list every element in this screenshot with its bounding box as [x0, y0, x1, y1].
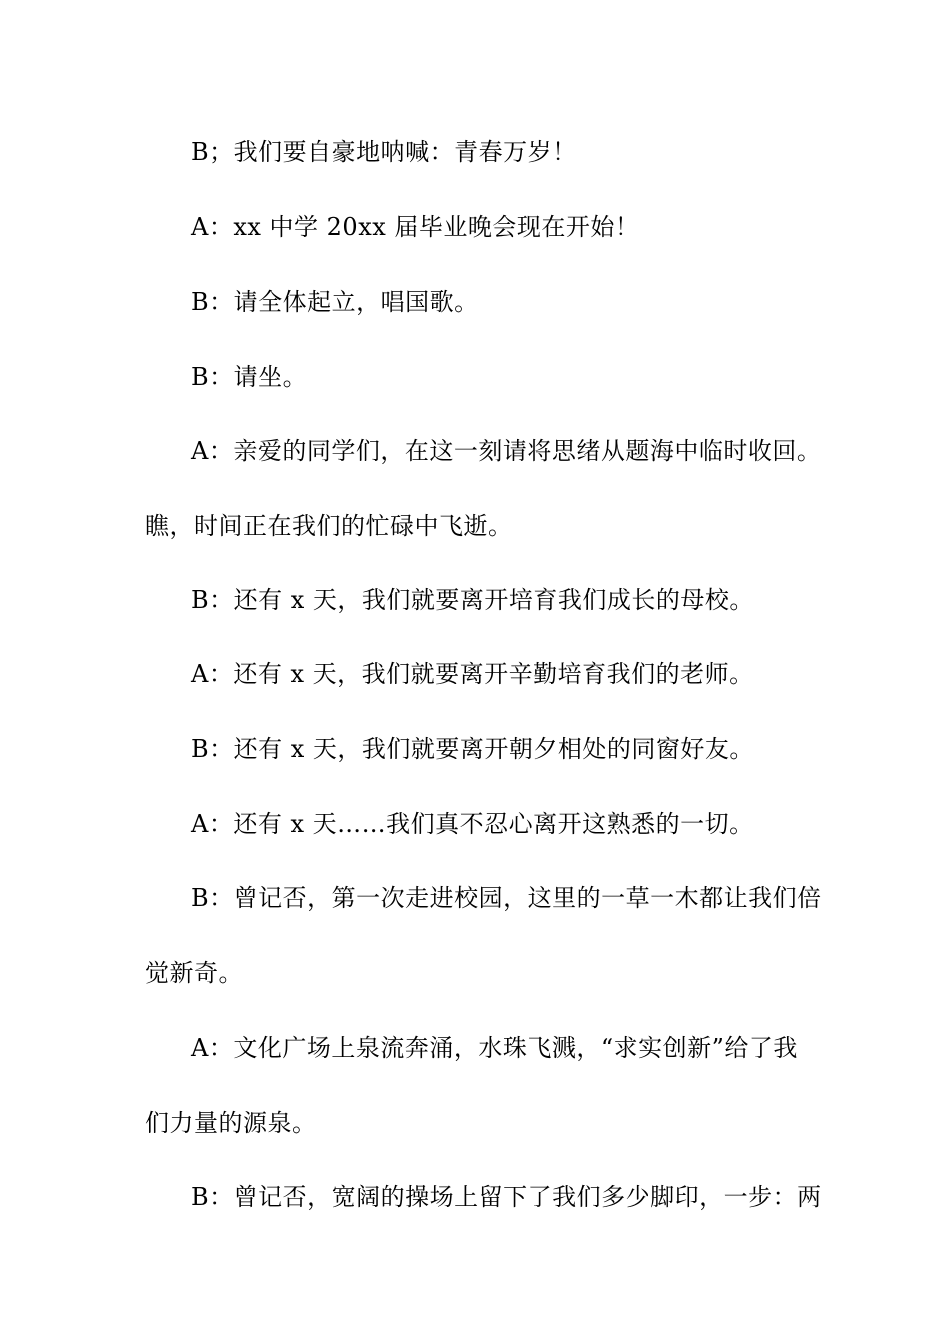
paragraph-line: A：还有 x 天，我们就要离开辛勤培育我们的老师。: [191, 660, 754, 688]
paragraph-line: B：还有 x 天，我们就要离开培育我们成长的母校。: [191, 586, 754, 614]
paragraph-line: B：请全体起立，唱国歌。: [191, 288, 479, 316]
paragraph-line: 觉新奇。: [145, 959, 243, 987]
paragraph-line: B：请坐。: [191, 363, 308, 391]
paragraph-line: B：曾记否，宽阔的操场上留下了我们多少脚印，一步：两: [191, 1183, 822, 1211]
paragraph-line: B：还有 x 天，我们就要离开朝夕相处的同窗好友。: [191, 735, 754, 763]
paragraph-line: A：还有 x 天……我们真不忍心离开这熟悉的一切。: [191, 810, 754, 838]
paragraph-line: A：xx 中学 20xx 届毕业晚会现在开始！: [191, 213, 640, 241]
paragraph-line: B；我们要自豪地呐喊：青春万岁！: [191, 138, 577, 166]
paragraph-line: A：亲爱的同学们，在这一刻请将思绪从题海中临时收回。: [191, 437, 822, 465]
paragraph-line: 们力量的源泉。: [145, 1109, 317, 1137]
paragraph-line: B：曾记否，第一次走进校园，这里的一草一木都让我们倍: [191, 884, 822, 912]
paragraph-line: A：文化广场上泉流奔涌，水珠飞溅，“求实创新”给了我: [191, 1034, 798, 1062]
paragraph-line: 瞧，时间正在我们的忙碌中飞逝。: [145, 512, 513, 540]
